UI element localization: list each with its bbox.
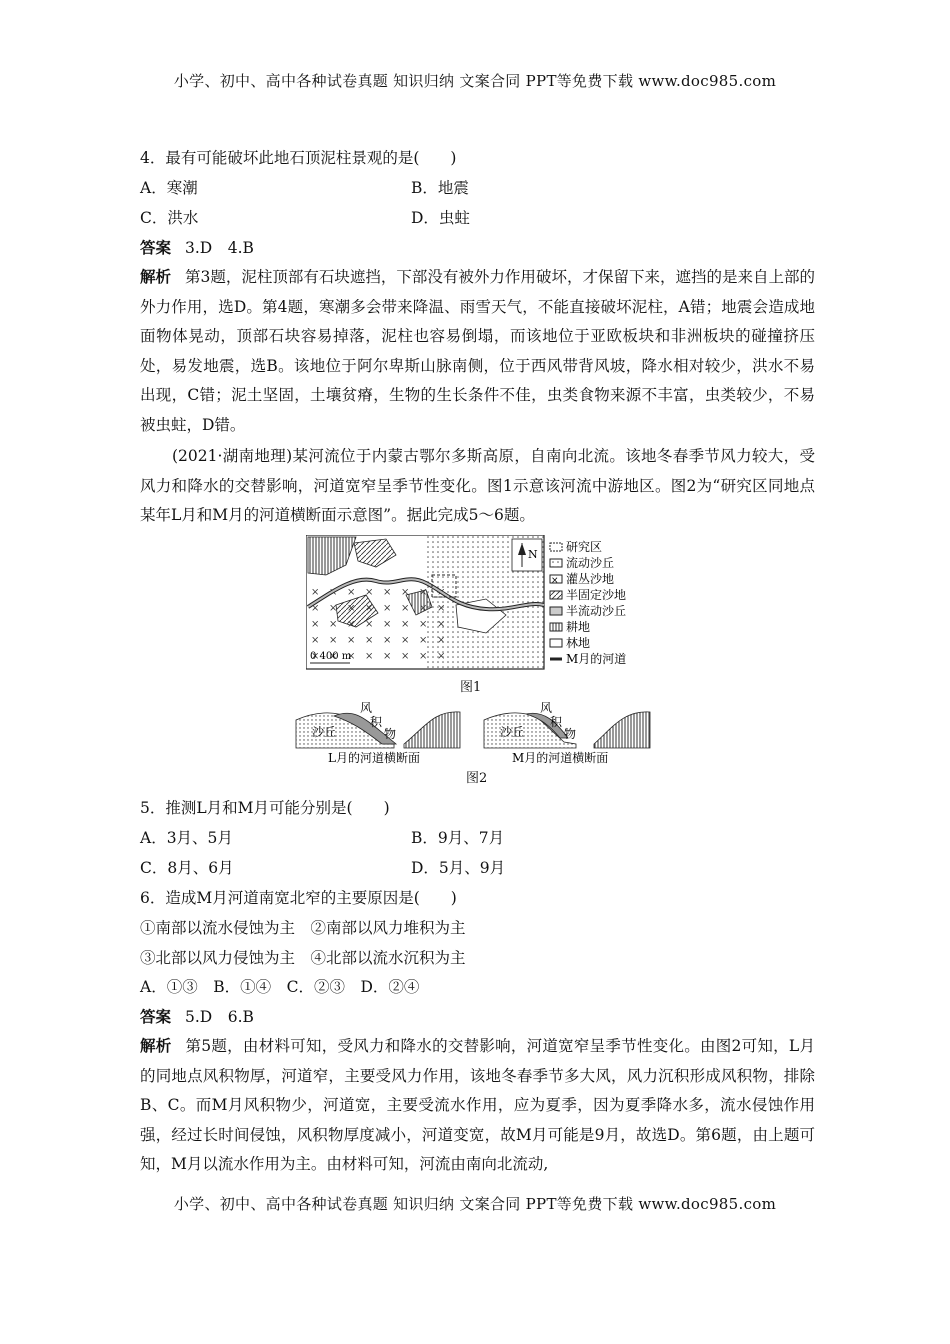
q4-stem: 4．最有可能破坏此地石顶泥柱景观的是( ) [140, 149, 457, 167]
dune-label: 沙丘 [312, 725, 337, 739]
figure-1-map [306, 535, 646, 677]
answer-5-6 [140, 1005, 254, 1027]
north-arrow-label: N [528, 548, 538, 561]
q6-stem: 6．造成M月河道南宽北窄的主要原因是( ) [140, 889, 457, 907]
svg-text:×: × [551, 576, 559, 586]
m-month-title: M月的河道横断面 [512, 751, 609, 765]
deposit-label-ji: 积 [550, 715, 563, 729]
legend-item: M月的河道 [566, 652, 627, 666]
q4-option-b: B．地震 [411, 179, 469, 197]
legend-item: 耕地 [566, 620, 591, 634]
legend-item: 半流动沙丘 [566, 604, 627, 618]
q4-option-a: A．寒潮 [140, 179, 198, 197]
explanation-label: 解析 [140, 1036, 172, 1055]
deposit-label-ji: 积 [370, 715, 383, 729]
page-footer: 小学、初中、高中各种试卷真题 知识归纳 文案合同 PPT等免费下载 www.doc985.com [173, 1195, 777, 1213]
l-month-section [296, 701, 460, 765]
q6-statements-2: ③北部以风力侵蚀为主 ④北部以流水沉积为主 [140, 949, 466, 967]
q5-stem: 5．推测L月和M月可能分别是( ) [140, 799, 390, 817]
deposit-label-wu: 物 [384, 727, 397, 741]
scale-bar-label: 0 400 m [310, 651, 352, 662]
answer-3-4 [140, 236, 254, 258]
legend-item: 林地 [566, 636, 591, 650]
legend-item: 研究区 [566, 540, 603, 554]
explanation-text: 第5题，由材料可知，受风力和降水的交替影响，河道宽窄呈季节性变化。由图2可知，L月的同地点风积物厚，河道窄，主要受风力作用，该地冬春季节多大风，风力沉积形成风积物，排除B、C。而M月风积物少，河道宽，主要受流水作用，应为夏季，因为夏季降水多，流水侵蚀作用强，经过长时间侵蚀，风积物厚度减小，河道变宽，故M月可能是9月，故选D。第6题，由上题可知，M月以流水作用为主。由材料可知，河流由南向北流动, [140, 1037, 815, 1174]
q6-statements-1: ①南部以流水侵蚀为主 ②南部以风力堆积为主 [140, 919, 466, 937]
q6-options: A．①③ B．①④ C．②③ D．②④ [140, 978, 420, 996]
deposit-label-wu: 物 [564, 727, 577, 741]
answer-label: 答案 [140, 1007, 172, 1026]
q4-option-c: C．洪水 [140, 209, 199, 227]
explanation-label: 解析 [140, 267, 172, 286]
explanation-text: 第3题，泥柱顶部有石块遮挡，下部没有被外力作用破坏，才保留下来，遮挡的是来自上部的外力作用，选D。第4题，寒潮多会带来降温、雨雪天气，不能直接破坏泥柱，A错；地震会造成地面物体晃动，顶部石块容易掉落，泥柱也容易倒塌，而该地位于亚欧板块和非洲板块的碰撞挤压处，易发地震，选B。该地位于阿尔卑斯山脉南侧，位于西风带背风坡，降水相对较少，洪水不易出现，C错；泥土坚固，土壤贫瘠，生物的生长条件不佳，虫类食物来源不丰富，虫类较少，不易被虫蛀，D错。 [140, 268, 815, 434]
q5-option-d: D．5月、9月 [411, 859, 506, 877]
explanation-5-6 [140, 1031, 815, 1180]
legend-item: 半固定沙地 [566, 588, 627, 602]
q5-option-b: B．9月、7月 [411, 829, 505, 847]
figure-1-caption: 图1 [460, 680, 482, 695]
answer-label: 答案 [140, 238, 172, 257]
material-intro: (2021·湖南地理)某河流位于内蒙古鄂尔多斯高原，自南向北流。该地冬春季节风力较大，受风力和降水的交替影响，河道宽窄呈季节性变化。图1示意该河流中游地区。图2为“研究区同地点某年L月和M月的河道横断面示意图”。据此完成5～6题。 [140, 447, 815, 525]
figure-2-cross-sections [294, 698, 664, 766]
map-legend [550, 539, 626, 666]
legend-item: 流动沙丘 [566, 556, 615, 570]
q5-option-a: A．3月、5月 [140, 829, 233, 847]
answer-text: 3.D 4.B [185, 239, 254, 257]
q5-option-c: C．8月、6月 [140, 859, 234, 877]
l-month-title: L月的河道横断面 [328, 751, 420, 765]
page-header: 小学、初中、高中各种试卷真题 知识归纳 文案合同 PPT等免费下载 www.doc985.com [173, 72, 777, 90]
explanation-3-4 [140, 262, 815, 441]
figure-2-caption: 图2 [466, 771, 488, 786]
wind-label: 风 [540, 701, 553, 715]
wind-label: 风 [360, 701, 373, 715]
legend-item: 灌丛沙地 [566, 572, 615, 586]
q4-option-d: D．虫蛀 [411, 209, 470, 227]
answer-text: 5.D 6.B [185, 1008, 254, 1026]
m-month-section [484, 701, 650, 765]
dune-label: 沙丘 [500, 725, 525, 739]
